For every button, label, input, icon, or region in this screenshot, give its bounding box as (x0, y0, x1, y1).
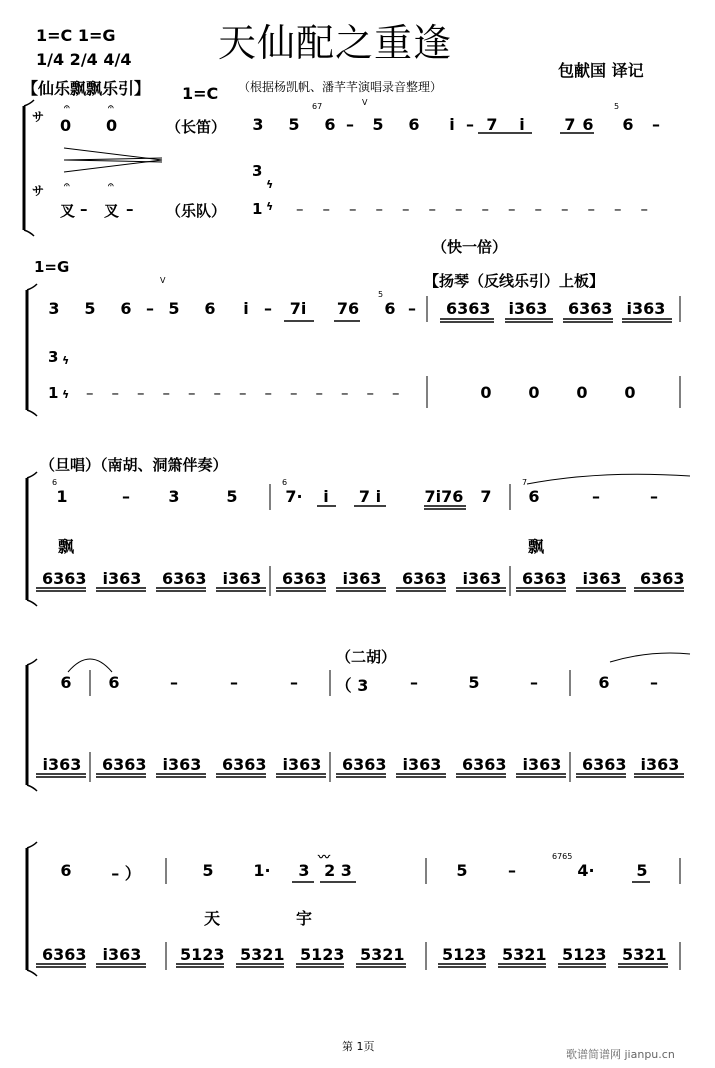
accomp-measure: i363 (640, 755, 680, 774)
dash: – (126, 200, 134, 218)
yangqin-measure: 6363 (446, 299, 491, 318)
note: 6 (384, 299, 396, 318)
note: 5 (84, 299, 96, 318)
note: i (449, 115, 455, 134)
lyric: 飘 (58, 537, 75, 556)
note: 6 (108, 673, 120, 692)
note: 6 (60, 861, 72, 880)
accomp-measure: 6363 (42, 569, 87, 588)
time-signature-line: 1/4 2/4 4/4 (36, 50, 132, 69)
chord-top-note: 3 (48, 348, 59, 366)
grace-note: 6 (52, 478, 58, 487)
accomp-measure: i363 (42, 755, 82, 774)
dash: – (264, 299, 272, 318)
note: 6 (120, 299, 132, 318)
band-label: （乐队） (166, 202, 227, 220)
dash: – (650, 487, 658, 506)
accomp-measure: i363 (222, 569, 262, 588)
accomp-measure: i363 (342, 569, 382, 588)
note: 6 (324, 115, 336, 134)
note: 5 (636, 861, 648, 880)
accomp-measure: 6363 (342, 755, 387, 774)
note: 3 (298, 861, 310, 880)
source-note: （根据杨凯帆、潘芊芊演唱录音整理） (238, 80, 443, 94)
accomp-measure: i363 (582, 569, 622, 588)
lyric: 飘 (528, 537, 545, 556)
note: 7 i (358, 487, 382, 506)
fermata-icon: 𝄐 (64, 180, 70, 191)
grace-note: 5 (614, 102, 620, 111)
tremolo-icon: ϟ (266, 200, 274, 213)
dash: – (408, 299, 416, 318)
accomp-measure: 6363 (462, 755, 507, 774)
rest-note: 0 (624, 383, 636, 402)
accomp-measure: 6363 (640, 569, 685, 588)
accomp-measure: i363 (162, 755, 202, 774)
note: 5 (372, 115, 384, 134)
accomp-measure: 5321 (240, 945, 285, 964)
accomp-measure: i363 (102, 569, 142, 588)
sustain-dashes: –––––––––––––– (296, 200, 667, 218)
rest-note: 0 (480, 383, 492, 402)
note: 5 (468, 673, 480, 692)
note: i (243, 299, 249, 318)
dash: – (122, 487, 130, 506)
accomp-measure: i363 (102, 945, 142, 964)
note: 7 (480, 487, 492, 506)
note: 6 (582, 115, 594, 134)
lyric: 天 (204, 909, 221, 928)
accomp-measure: 5123 (442, 945, 487, 964)
chord-bottom-note: 1 (48, 384, 59, 402)
breath-mark: V (160, 276, 166, 285)
fermata-icon: 𝄐 (64, 102, 70, 113)
performance-label: （旦唱）（南胡、洞箫伴奏） (40, 456, 228, 474)
accomp-measure: 5321 (622, 945, 667, 964)
accomp-measure: i363 (522, 755, 562, 774)
arranger-credit: 包献国 译记 (558, 61, 644, 80)
note: 76 (336, 299, 360, 318)
grace-note: 67 (312, 102, 323, 111)
accomp-measure: 5123 (300, 945, 345, 964)
cha-mark: 叉 (60, 202, 76, 220)
note: 6 (622, 115, 634, 134)
dash: – (410, 673, 418, 692)
dash: – (290, 673, 298, 692)
note: – ） (111, 864, 141, 883)
note: 4· (577, 861, 595, 880)
trill-icon: 〰 (318, 850, 331, 864)
note: 1· (253, 861, 271, 880)
accomp-measure: i363 (462, 569, 502, 588)
fermata-icon: 𝄐 (108, 102, 114, 113)
note: 5 (288, 115, 300, 134)
dash: – (508, 861, 516, 880)
accomp-measure: 6363 (402, 569, 447, 588)
note: （ 3 (335, 676, 369, 695)
fermata-icon: 𝄐 (108, 180, 114, 191)
accomp-measure: 6363 (162, 569, 207, 588)
accomp-measure: 6363 (102, 755, 147, 774)
chord-top-note: 3 (252, 162, 263, 180)
sa-mark-2: サ (32, 184, 45, 198)
grace-note: 5 (378, 290, 384, 299)
accomp-measure: 6363 (522, 569, 567, 588)
accomp-measure: 6363 (582, 755, 627, 774)
dash: – (650, 673, 658, 692)
tremolo-icon: ϟ (266, 178, 274, 191)
note: 2 3 (324, 861, 352, 880)
note: 7· (285, 487, 303, 506)
tempo-marking: （快一倍） (432, 238, 508, 256)
rest-note: 0 (576, 383, 588, 402)
accomp-measure: 5123 (180, 945, 225, 964)
grace-note: 6765 (552, 852, 573, 861)
note: i (323, 487, 329, 506)
dash: – (146, 299, 154, 318)
note: 5 (226, 487, 238, 506)
grace-note: 6 (282, 478, 288, 487)
note: 7 (486, 115, 498, 134)
sustain-dashes: ––––––––––––– (86, 384, 418, 402)
key-g-label: 1=G (34, 258, 70, 276)
note: 3 (252, 115, 264, 134)
lyric: 宇 (296, 909, 313, 928)
note: 6 (60, 673, 72, 692)
page-number: 第 1页 (342, 1040, 375, 1053)
note: 3 (168, 487, 180, 506)
yangqin-measure: 6363 (568, 299, 613, 318)
yangqin-measure: i363 (626, 299, 666, 318)
dash: – (80, 200, 88, 218)
rest-note: 0 (106, 116, 118, 135)
key-c-label: 1=C (182, 84, 219, 103)
note: 7 (564, 115, 576, 134)
tremolo-icon: ϟ (62, 388, 70, 401)
dash: – (466, 115, 474, 134)
accomp-measure: 6363 (222, 755, 267, 774)
accomp-measure: 6363 (282, 569, 327, 588)
note: 5 (456, 861, 468, 880)
accomp-measure: 5321 (360, 945, 405, 964)
note: 5 (168, 299, 180, 318)
note: 7i (289, 299, 307, 318)
breath-mark: V (362, 98, 368, 107)
yangqin-label: 【扬琴（反线乐引）上板】 (424, 272, 605, 290)
grace-note: 7 (522, 478, 528, 487)
note: 5 (202, 861, 214, 880)
note: 6 (598, 673, 610, 692)
note: i (519, 115, 525, 134)
accomp-measure: 5123 (562, 945, 607, 964)
dash: – (346, 115, 354, 134)
page-title: 天仙配之重逢 (218, 21, 453, 65)
dash: – (652, 115, 660, 134)
note: 7i76 (424, 487, 464, 506)
dash: – (530, 673, 538, 692)
note: 3 (48, 299, 60, 318)
note: 1 (56, 487, 68, 506)
key-signature-line: 1=C 1=G (36, 26, 116, 45)
erhu-label: （二胡） (336, 648, 397, 666)
watermark: 歌谱简谱网 jianpu.cn (566, 1048, 675, 1061)
chord-bottom-note: 1 (252, 200, 263, 218)
section-intro-label: 【仙乐飘飘乐引】 (22, 79, 151, 98)
note: 6 (528, 487, 540, 506)
note: 6 (204, 299, 216, 318)
tremolo-icon: ϟ (62, 354, 70, 367)
accomp-measure: 5321 (502, 945, 547, 964)
yangqin-measure: i363 (508, 299, 548, 318)
accomp-measure: 6363 (42, 945, 87, 964)
dash: – (170, 673, 178, 692)
accomp-measure: i363 (282, 755, 322, 774)
flute-label: （长笛） (166, 118, 227, 136)
sa-mark-1: サ (32, 110, 45, 124)
rest-note: 0 (528, 383, 540, 402)
rest-note: 0 (60, 116, 72, 135)
dash: – (592, 487, 600, 506)
dash: – (230, 673, 238, 692)
accomp-measure: i363 (402, 755, 442, 774)
cha-mark: 叉 (104, 202, 120, 220)
note: 6 (408, 115, 420, 134)
